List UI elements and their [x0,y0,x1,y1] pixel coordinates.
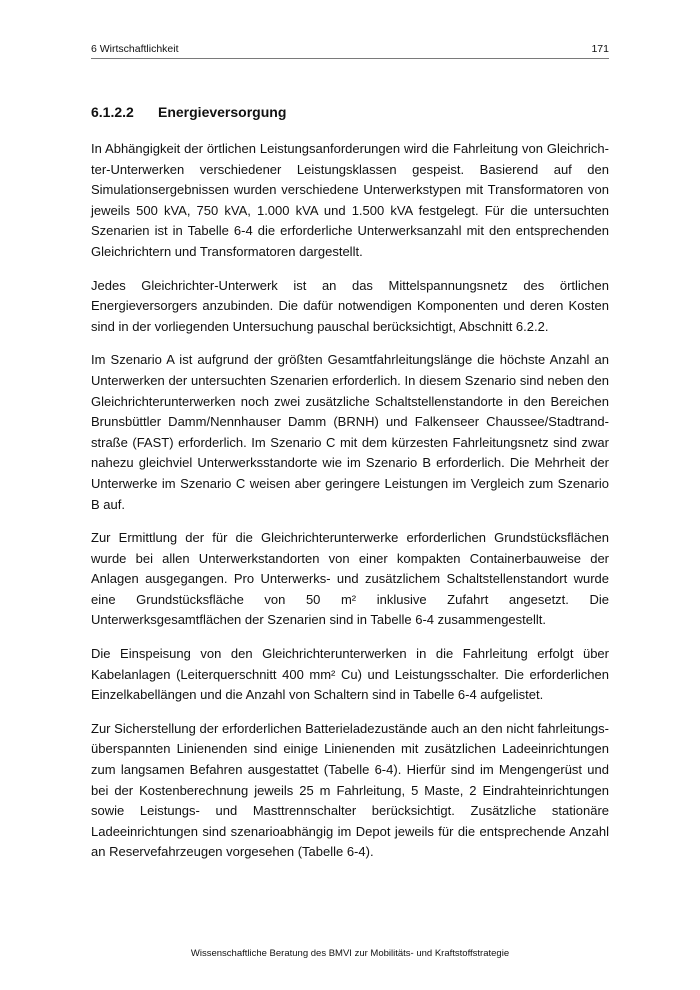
page-number: 171 [591,43,609,55]
page-footer: Wissenschaftliche Beratung des BMVI zur Mobilitäts- und Kraftstoffstrategie [190,948,510,959]
section-number: 6.1.2.2 [91,104,134,120]
chapter-title: 6 Wirtschaftlichkeit [91,43,179,55]
paragraph: Die Einspeisung von den Gleichrichterunterwerken in die Fahrleitung erfolgt über Kabelanlagen (Leiterquerschnitt 400 mm² Cu) und Leistungsschalter. Die erforderlichen Einzelkabellängen und die Anzahl von Schaltern sind in Tabelle 6-4 aufgelistet. [91,646,609,703]
section-title: Energieversorgung [158,104,287,120]
paragraph: Zur Sicherstellung der erforderlichen Batterieladezustände auch an den nicht fahrleitungsüberspannten Linienenden sind einige Linienenden mit zusätzlichen Ladeeinrichtungen zum langsamen Befahren ausgestattet (Tabelle 6-4). Hierfür sind im Mengengerüst und bei der Kostenberechnung jeweils 25 m Fahrleitung, 5 Maste, 2 Eindrahteinrichtungen sowie Leistungs- und Masttrennschalter berücksichtigt. Zusätzliche stationäre Ladeeinrichtungen sind szenarioabhängig im Depot jeweils für die entsprechende Anzahl an Reservefahrzeugen vorgesehen (Tabelle 6-4). [91,720,609,860]
body-text [91,139,609,876]
paragraph: In Abhängigkeit der örtlichen Leistungsanforderungen wird die Fahrleitung von Gleichrichter-Unterwerken verschiedener Leistungsklassen gespeist. Basierend auf den Simulationsergebnissen wurden verschiedene Unterwerkstypen mit Transformatoren von jeweils 500 kVA, 750 kVA, 1.000 kVA und 1.500 kVA festgelegt. Für die untersuchten Szenarien ist in Tabelle 6-4 die erforderliche Unterwerksanzahl mit den entsprechenden Gleichrichtern und Transformatoren dargestellt. [91,141,609,259]
paragraph: Zur Ermittlung der für die Gleichrichterunterwerke erforderlichen Grundstücksflächen wurde bei allen Unterwerkstandorten von einer kompakten Containerbauweise der Anlagen ausgegangen. Pro Unterwerks- und zusätzlichem Schaltstellenstandort wurde eine Grundstücksfläche von 50 m² inklusive Zufahrt angesetzt. Die Unterwerksgesamtflächen der Szenarien sind in Tabelle 6-4 zusammengestellt. [91,530,609,628]
paragraph: Jedes Gleichrichter-Unterwerk ist an das Mittelspannungsnetz des örtlichen Energieversorgers anzubinden. Die dafür notwendigen Komponenten und deren Kosten sind in der vorliegenden Untersuchung pauschal berücksichtigt, Abschnitt 6.2.2. [91,277,609,334]
section-heading [91,104,286,120]
paragraph: Im Szenario A ist aufgrund der größten Gesamtfahrleitungslänge die höchste Anzahl an Unterwerken der untersuchten Szenarien erforderlich. In diesem Szenario sind neben den Gleichrichterunterwerken noch zwei zusätzliche Schaltstellenstandorte in den Bereichen Brunsbüttler Damm/Nennhauser Damm (BRNH) und Falkenseer Chaussee/Stadtrandstraße (FAST) erforderlich. Im Szenario C mit dem kürzesten Fahrleitungsnetz sind zwar nahezu gleichviel Unterwerksstandorte wie im Szenario B erforderlich. Die Mehrheit der Unterwerke im Szenario C weisen aber geringere Leistungen im Vergleich zum Szenario B auf. [91,352,609,512]
page-header [91,43,609,59]
